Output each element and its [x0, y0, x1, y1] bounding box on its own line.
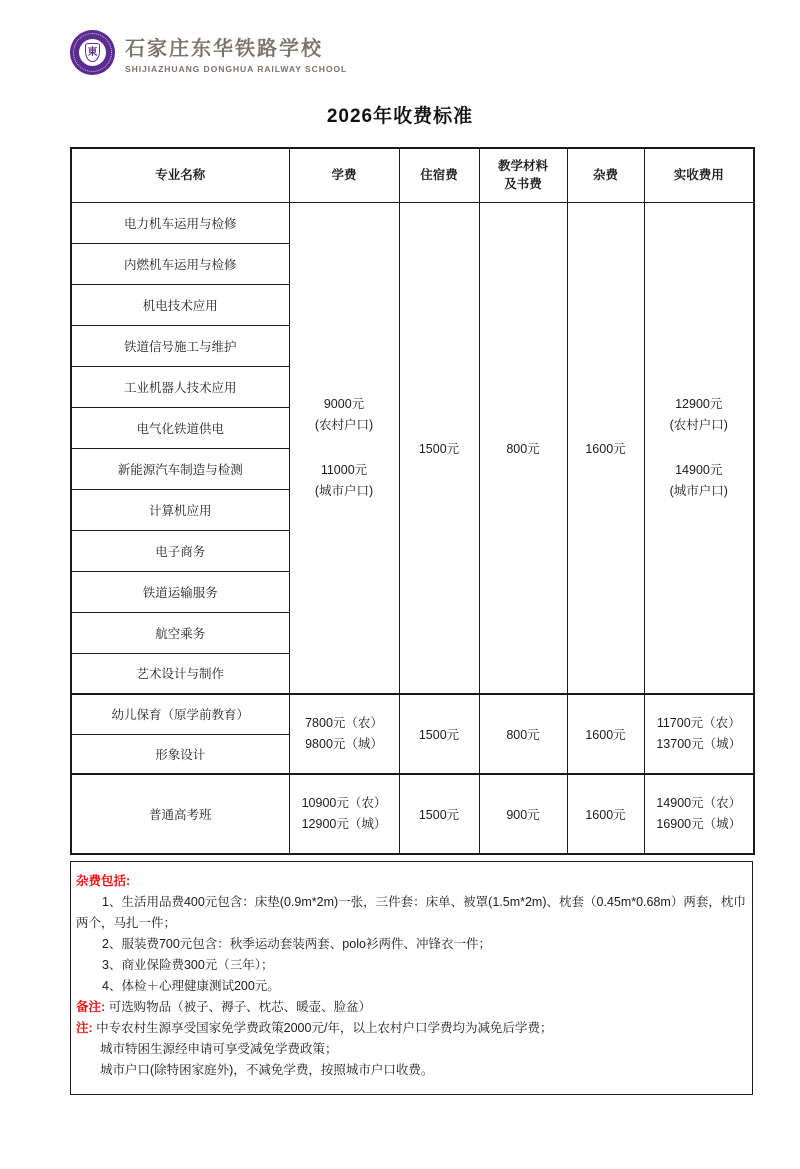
group2-tuition-cell: [289, 694, 399, 774]
fee-table-container: [70, 147, 753, 855]
note-continuation: 城市户口(除特困家庭外)，不减免学费，按照城市户口收费。: [100, 1063, 434, 1077]
major-name-cell: 新能源汽车制造与检测: [71, 448, 289, 489]
misc-fee-heading: [76, 871, 746, 892]
note-line: [76, 1018, 746, 1039]
major-name-cell: 工业机器人技术应用: [71, 366, 289, 407]
spacer: [292, 436, 397, 460]
group1-materials-cell: 800元: [479, 202, 567, 694]
tuition-rural-amount: 9000元: [323, 396, 365, 411]
notes-box: [70, 861, 753, 1095]
table-row: [71, 694, 754, 734]
group2-misc-cell: 1600元: [567, 694, 644, 774]
misc-fee-item: 4、体检＋心理健康测试200元。: [102, 979, 280, 993]
emblem-ring: [73, 33, 112, 72]
group2-accommodation-cell: 1500元: [399, 694, 479, 774]
group3-accommodation-cell: 1500元: [399, 774, 479, 854]
total-rural-label: (农村户口): [669, 417, 728, 432]
major-name-cell: 电子商务: [71, 530, 289, 571]
note-text: 中专农村生源享受国家免学费政策2000元/年，以上农村户口学费均为减免后学费；: [96, 1021, 553, 1035]
major-name-cell: 铁道信号施工与维护: [71, 325, 289, 366]
table-row: [71, 202, 754, 243]
group1-misc-cell: 1600元: [567, 202, 644, 694]
note-continuation: 城市特困生源经申请可享受减免学费政策；: [100, 1042, 338, 1056]
col-header-materials-line1: 教学材料: [497, 158, 548, 173]
tuition-urban-amount: 11000元: [320, 462, 368, 477]
misc-fee-item: 2、服装费700元包含：秋季运动套装两套、polo衫两件、冲锋衣一件；: [102, 937, 491, 951]
major-name-cell: 艺术设计与制作: [71, 653, 289, 694]
total-urban-label: (城市户口): [669, 483, 728, 498]
group2-materials-cell: 800元: [479, 694, 567, 774]
fee-table: [70, 147, 755, 855]
misc-fee-heading-label: 杂费包括:: [76, 874, 131, 888]
col-header-total: 实收费用: [644, 148, 754, 202]
col-header-tuition: 学费: [289, 148, 399, 202]
remark-text: 可选购物品（被子、褥子、枕芯、暖壶、脸盆）: [108, 1000, 372, 1014]
total-urban-line: 16900元（城）: [656, 817, 742, 831]
group1-total-cell: [644, 202, 754, 694]
group2-total-cell: [644, 694, 754, 774]
note-label: 注:: [76, 1021, 93, 1035]
tuition-rural-label: (农村户口): [314, 417, 374, 432]
major-name-cell: 普通高考班: [71, 774, 289, 854]
total-rural-line: 14900元（农）: [656, 796, 742, 810]
tuition-rural-line: 10900元（农）: [301, 796, 387, 810]
misc-fee-item: 3、商业保险费300元（三年）；: [102, 958, 274, 972]
remark-line: [76, 997, 746, 1018]
remark-label: 备注:: [76, 1000, 106, 1014]
tuition-urban-line: 12900元（城）: [301, 817, 387, 831]
school-name-en: SHIJIAZHUANG DONGHUA RAILWAY SCHOOL: [125, 63, 348, 74]
total-urban-amount: 14900元: [675, 462, 723, 477]
major-name-cell: 电气化铁道供电: [71, 407, 289, 448]
major-name-cell: 机电技术应用: [71, 284, 289, 325]
group3-tuition-cell: [289, 774, 399, 854]
total-urban-line: 13700元（城）: [656, 737, 742, 751]
col-header-misc: 杂费: [567, 148, 644, 202]
tuition-rural-line: 7800元（农）: [305, 716, 383, 730]
misc-fee-item: 1、生活用品费400元包含：床垫(0.9m*2m)一张，三件套：床单、被罩(1.5m*2m)、枕套（0.45m*0.68m）两套，枕巾两个，马扎一件；: [76, 895, 746, 930]
group1-tuition-cell: [289, 202, 399, 694]
major-name-cell: 内燃机车运用与检修: [71, 243, 289, 284]
total-rural-amount: 12900元: [675, 396, 723, 411]
major-name-cell: 形象设计: [71, 734, 289, 774]
school-name-zh: 石家庄东华铁路学校: [125, 37, 323, 60]
table-row: [71, 774, 754, 854]
major-name-cell: 幼儿保育（原学前教育）: [71, 694, 289, 734]
page-title: 2026年收费标准: [326, 106, 474, 127]
col-header-materials-line2: 及书费: [504, 177, 542, 192]
major-name-cell: 计算机应用: [71, 489, 289, 530]
major-name-cell: 电力机车运用与检修: [71, 202, 289, 243]
school-logo: [70, 30, 347, 75]
group3-misc-cell: 1600元: [567, 774, 644, 854]
col-header-accommodation: 住宿费: [399, 148, 479, 202]
emblem-shield-char: 東: [85, 43, 100, 62]
tuition-urban-line: 9800元（城）: [305, 737, 383, 751]
group3-materials-cell: 900元: [479, 774, 567, 854]
school-emblem-icon: [70, 30, 115, 75]
tuition-urban-label: (城市户口): [314, 483, 374, 498]
header-row: [71, 148, 754, 202]
total-rural-line: 11700元（农）: [656, 716, 741, 730]
school-name-block: [125, 32, 347, 74]
spacer: [647, 436, 752, 460]
major-name-cell: 航空乘务: [71, 612, 289, 653]
col-header-materials: [479, 148, 567, 202]
group3-total-cell: [644, 774, 754, 854]
major-name-cell: 铁道运输服务: [71, 571, 289, 612]
col-header-major: 专业名称: [71, 148, 289, 202]
group1-accommodation-cell: 1500元: [399, 202, 479, 694]
